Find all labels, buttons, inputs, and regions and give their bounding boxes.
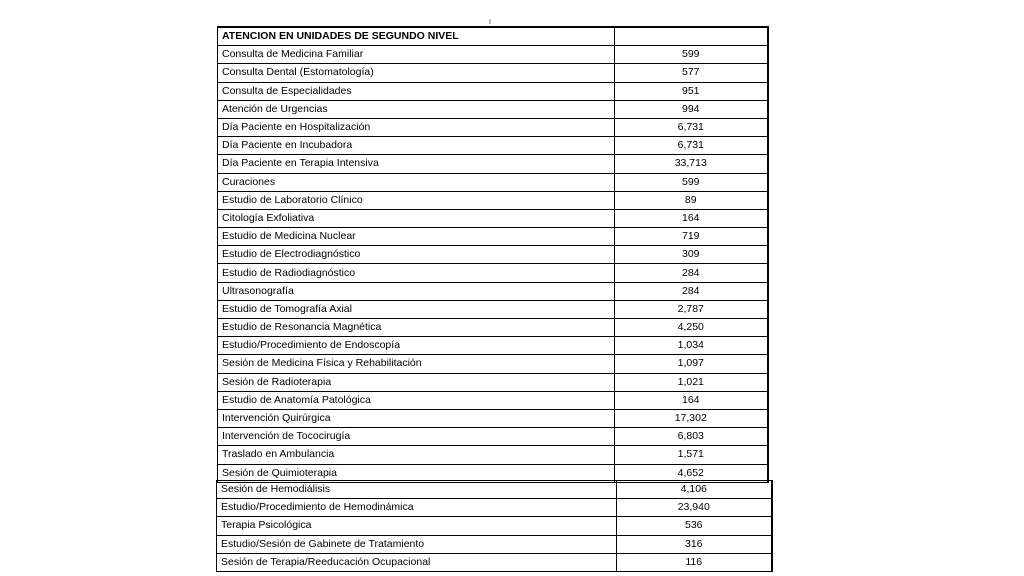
row-value: 577 (615, 64, 768, 82)
table-row (217, 553, 772, 571)
services-table-continued (216, 480, 773, 572)
row-value: 536 (617, 517, 772, 535)
row-value: 4,250 (615, 319, 768, 337)
table-row (218, 355, 768, 373)
row-value: 89 (615, 191, 768, 209)
row-value: 164 (615, 391, 768, 409)
row-label: Atención de Urgencias (218, 100, 615, 118)
row-value: 1,021 (615, 373, 768, 391)
row-value: 284 (615, 282, 768, 300)
row-value: 4,106 (617, 481, 772, 499)
row-label: Sesión de Quimioterapia (218, 464, 615, 482)
row-value: 23,940 (617, 499, 772, 517)
scan-mark (489, 19, 491, 24)
row-label: Estudio de Radiodiagnóstico (218, 264, 615, 282)
table-row (218, 300, 768, 318)
row-value: 2,787 (615, 300, 768, 318)
table-row (218, 46, 768, 64)
table-row (218, 282, 768, 300)
row-value: 951 (615, 82, 768, 100)
row-value: 1,571 (615, 446, 768, 464)
row-value: 164 (615, 209, 768, 227)
row-value: 4,652 (615, 464, 768, 482)
row-label: Estudio/Procedimiento de Hemodinámica (217, 499, 617, 517)
row-label: Traslado en Ambulancia (218, 446, 615, 464)
row-label: Sesión de Hemodiálisis (217, 481, 617, 499)
table-row (218, 137, 768, 155)
table-row (218, 409, 768, 427)
table-row (218, 391, 768, 409)
table-row (217, 481, 772, 499)
row-label: Estudio/Procedimiento de Endoscopía (218, 337, 615, 355)
services-table-continued-body (217, 481, 772, 572)
row-label: Sesión de Radioterapia (218, 373, 615, 391)
row-label: Estudio de Electrodiagnóstico (218, 246, 615, 264)
services-table (217, 26, 769, 483)
row-label: Curaciones (218, 173, 615, 191)
table-row (218, 82, 768, 100)
table-row (218, 264, 768, 282)
row-label: Día Paciente en Hospitalización (218, 118, 615, 136)
row-label: Estudio de Resonancia Magnética (218, 319, 615, 337)
table-row (218, 319, 768, 337)
table-header-row (218, 27, 768, 46)
row-label: Estudio de Tomografía Axial (218, 300, 615, 318)
row-value: 316 (617, 535, 772, 553)
row-label: Terapia Psicológica (217, 517, 617, 535)
row-value: 994 (615, 100, 768, 118)
row-value: 17,302 (615, 409, 768, 427)
row-label: Consulta Dental (Estomatología) (218, 64, 615, 82)
table-header-value (615, 27, 768, 46)
table-row (218, 209, 768, 227)
services-table-body (218, 27, 768, 482)
row-label: Citología Exfoliativa (218, 209, 615, 227)
row-label: Intervención de Tococirugía (218, 428, 615, 446)
row-label: Sesión de Medicina Física y Rehabilitación (218, 355, 615, 373)
table-row (218, 173, 768, 191)
table-row (218, 100, 768, 118)
table-row (217, 499, 772, 517)
row-value: 309 (615, 246, 768, 264)
table-row (218, 191, 768, 209)
table-row (218, 246, 768, 264)
row-label: Consulta de Especialidades (218, 82, 615, 100)
row-label: Estudio de Anatomía Patológica (218, 391, 615, 409)
row-label: Día Paciente en Incubadora (218, 137, 615, 155)
row-label: Consulta de Medicina Familiar (218, 46, 615, 64)
row-value: 599 (615, 46, 768, 64)
row-label: Estudio de Medicina Nuclear (218, 228, 615, 246)
row-value: 1,034 (615, 337, 768, 355)
row-label: Intervención Quirúrgica (218, 409, 615, 427)
row-label: Estudio de Laboratorio Clínico (218, 191, 615, 209)
table-row (218, 155, 768, 173)
row-label: Estudio/Sesión de Gabinete de Tratamiento (217, 535, 617, 553)
row-value: 33,713 (615, 155, 768, 173)
table-row (218, 64, 768, 82)
table-row (217, 517, 772, 535)
table-row (218, 446, 768, 464)
table-row (218, 228, 768, 246)
table-row (218, 428, 768, 446)
row-label: Sesión de Terapia/Reeducación Ocupacional (217, 553, 617, 571)
row-value: 6,803 (615, 428, 768, 446)
row-value: 6,731 (615, 118, 768, 136)
table-row (217, 535, 772, 553)
table-row (218, 118, 768, 136)
row-value: 284 (615, 264, 768, 282)
row-value: 1,097 (615, 355, 768, 373)
table-row (218, 373, 768, 391)
row-value: 116 (617, 553, 772, 571)
row-value: 719 (615, 228, 768, 246)
table-row (218, 337, 768, 355)
row-value: 599 (615, 173, 768, 191)
row-value: 6,731 (615, 137, 768, 155)
row-label: Día Paciente en Terapia Intensiva (218, 155, 615, 173)
row-label: Ultrasonografía (218, 282, 615, 300)
table-header-label: ATENCION EN UNIDADES DE SEGUNDO NIVEL (218, 27, 615, 46)
